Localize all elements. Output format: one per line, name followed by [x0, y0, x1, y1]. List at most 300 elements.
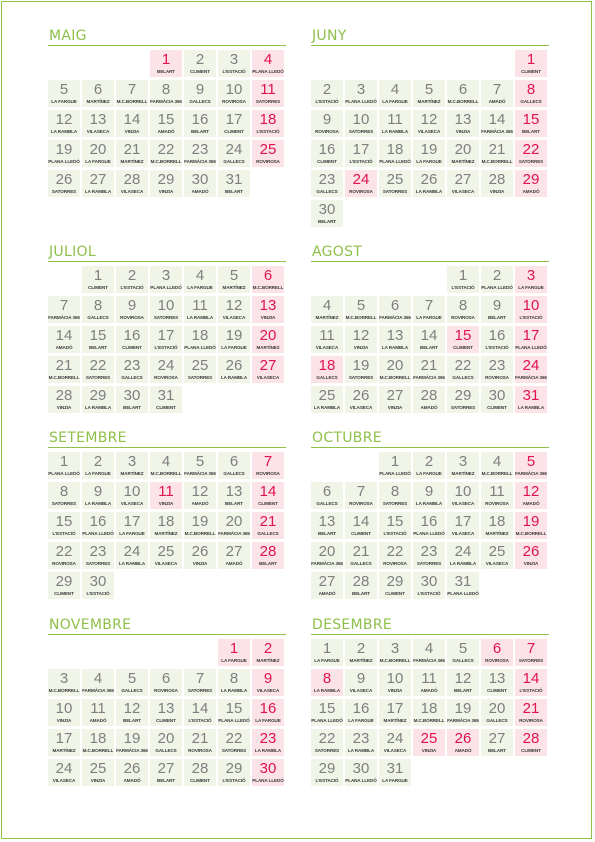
pharmacy-name: GALLECS — [452, 375, 474, 380]
holiday-day-cell — [515, 110, 547, 137]
day-number: 2 — [424, 453, 434, 470]
month-block — [311, 27, 549, 224]
day-number: 17 — [522, 327, 540, 344]
month-block — [311, 243, 549, 440]
pharmacy-name: GALLECS — [121, 688, 143, 693]
day-number: 14 — [420, 327, 438, 344]
month-block — [48, 27, 286, 224]
holiday-day-cell — [515, 542, 547, 569]
pharmacy-name: CLIMENT — [190, 778, 210, 783]
day-number: 10 — [352, 111, 370, 128]
day-cell — [413, 452, 445, 479]
day-cell — [82, 326, 114, 353]
day-cell — [379, 669, 411, 696]
day-number: 22 — [318, 730, 336, 747]
day-number: 27 — [259, 357, 277, 374]
day-number: 10 — [123, 483, 141, 500]
pharmacy-name: MARTÍNEZ — [222, 285, 246, 290]
pharmacy-name: GALLECS — [87, 315, 109, 320]
day-cell — [150, 669, 182, 696]
pharmacy-name: BELART — [156, 778, 176, 783]
day-number: 15 — [386, 513, 404, 530]
day-number: 25 — [488, 543, 506, 560]
day-cell — [184, 669, 216, 696]
month-grid — [311, 266, 549, 440]
pharmacy-name: LA RAMBLA — [415, 501, 443, 506]
day-number: 8 — [322, 670, 332, 687]
day-number: 21 — [488, 141, 506, 158]
pharmacy-name: AMADÓ — [420, 688, 438, 693]
month-title: AGOST — [311, 243, 549, 262]
pharmacy-name: LA RAMBLA — [449, 561, 477, 566]
day-cell — [379, 386, 411, 413]
pharmacy-name: CLIMENT — [156, 405, 176, 410]
day-number: 18 — [89, 730, 107, 747]
holiday-day-cell — [515, 699, 547, 726]
pharmacy-name: BELART — [122, 718, 142, 723]
day-cell — [345, 110, 377, 137]
pharmacy-name: BELART — [317, 219, 337, 224]
day-number: 19 — [352, 357, 370, 374]
pharmacy-name: LA RAMBLA — [347, 748, 375, 753]
day-number: 3 — [127, 453, 137, 470]
pharmacy-name: BELART — [487, 315, 507, 320]
pharmacy-name: LA FARGUE — [221, 345, 247, 350]
day-cell — [48, 759, 80, 786]
day-number: 17 — [386, 700, 404, 717]
pharmacy-name: CLIMENT — [190, 69, 210, 74]
pharmacy-name: AMADÓ — [420, 405, 438, 410]
pharmacy-name: ROVIROSA — [154, 688, 178, 693]
pharmacy-name: VINZIA — [158, 189, 174, 194]
day-number: 27 — [386, 387, 404, 404]
day-cell — [218, 452, 250, 479]
pharmacy-name: ROVIROSA — [485, 501, 509, 506]
day-number: 18 — [386, 141, 404, 158]
day-cell — [184, 296, 216, 323]
pharmacy-name: BELART — [156, 69, 176, 74]
day-number: 9 — [263, 670, 273, 687]
pharmacy-name: L'ESTACIÓ — [485, 345, 509, 350]
pharmacy-name: M.C.BORRELL — [481, 159, 513, 164]
pharmacy-name: ROVIROSA — [256, 159, 280, 164]
pharmacy-name: SATORRES — [450, 405, 476, 410]
pharmacy-name: CLIMENT — [385, 591, 405, 596]
day-cell — [311, 542, 343, 569]
day-cell — [116, 386, 148, 413]
pharmacy-name: VILASECA — [222, 315, 246, 320]
pharmacy-name: LA RAMBLA — [254, 748, 282, 753]
day-number: 25 — [420, 730, 438, 747]
pharmacy-name: PLANA LLEDÓ — [379, 159, 411, 164]
pharmacy-name: PLANA LLEDÓ — [252, 778, 284, 783]
pharmacy-name: SATORRES — [382, 501, 408, 506]
day-number: 5 — [424, 81, 434, 98]
day-cell — [379, 699, 411, 726]
day-cell — [82, 669, 114, 696]
month-title: NOVEMBRE — [48, 616, 286, 635]
pharmacy-name: FARMÀCIA 365 — [413, 658, 445, 663]
pharmacy-name: BELART — [453, 688, 473, 693]
day-cell — [116, 452, 148, 479]
holiday-day-cell — [252, 639, 284, 666]
day-cell — [413, 296, 445, 323]
day-number: 12 — [522, 483, 540, 500]
month-title: SETEMBRE — [48, 429, 286, 448]
pharmacy-name: GALLECS — [350, 561, 372, 566]
day-cell — [116, 669, 148, 696]
day-number: 19 — [191, 513, 209, 530]
pharmacy-name: VINZIA — [260, 315, 276, 320]
pharmacy-name: CLIMENT — [156, 718, 176, 723]
pharmacy-name: LA RAMBLA — [381, 129, 409, 134]
day-number: 29 — [157, 171, 175, 188]
day-number: 19 — [522, 513, 540, 530]
day-cell — [379, 110, 411, 137]
pharmacy-name: LA RAMBLA — [313, 405, 341, 410]
day-number: 27 — [225, 543, 243, 560]
day-number: 21 — [55, 357, 73, 374]
pharmacy-name: L'ESTACIÓ — [86, 591, 110, 596]
day-number: 12 — [454, 670, 472, 687]
day-cell — [481, 80, 513, 107]
day-number: 20 — [488, 700, 506, 717]
day-cell — [311, 729, 343, 756]
pharmacy-name: CLIMENT — [317, 159, 337, 164]
day-cell — [150, 80, 182, 107]
day-cell — [184, 266, 216, 293]
pharmacy-name: LA RAMBLA — [84, 405, 112, 410]
day-number: 27 — [488, 730, 506, 747]
day-cell — [48, 699, 80, 726]
day-cell — [311, 200, 343, 227]
pharmacy-name: MARTÍNEZ — [485, 531, 509, 536]
day-cell — [48, 140, 80, 167]
pharmacy-name: GALLECS — [257, 531, 279, 536]
pharmacy-name: PLANA LLEDÓ — [150, 285, 182, 290]
pharmacy-name: CLIMENT — [224, 129, 244, 134]
day-cell — [48, 482, 80, 509]
pharmacy-name: AMADÓ — [191, 501, 209, 506]
day-number: 12 — [55, 111, 73, 128]
day-cell — [311, 140, 343, 167]
day-number: 17 — [225, 111, 243, 128]
day-cell — [345, 759, 377, 786]
day-number: 11 — [319, 327, 335, 344]
day-cell — [218, 110, 250, 137]
holiday-day-cell — [413, 729, 445, 756]
day-cell — [184, 356, 216, 383]
pharmacy-name: BELART — [88, 345, 108, 350]
pharmacy-name: LA FARGUE — [255, 718, 281, 723]
day-number: 9 — [195, 81, 205, 98]
day-cell — [413, 170, 445, 197]
day-cell — [345, 572, 377, 599]
day-cell — [48, 110, 80, 137]
pharmacy-name: GALLECS — [223, 159, 245, 164]
day-cell — [218, 80, 250, 107]
day-cell — [345, 669, 377, 696]
day-cell — [150, 296, 182, 323]
day-cell — [116, 170, 148, 197]
day-cell — [481, 266, 513, 293]
pharmacy-name: M.C.BORRELL — [48, 375, 80, 380]
day-cell — [413, 80, 445, 107]
pharmacy-name: AMADÓ — [522, 501, 540, 506]
day-number: 29 — [89, 387, 107, 404]
pharmacy-name: BELART — [521, 129, 541, 134]
pharmacy-name: GALLECS — [155, 748, 177, 753]
pharmacy-name: M.C.BORRELL — [481, 471, 513, 476]
holiday-day-cell — [515, 50, 547, 77]
day-number: 2 — [195, 51, 205, 68]
pharmacy-name: VILASECA — [451, 531, 475, 536]
day-cell — [184, 512, 216, 539]
pharmacy-name: ROVIROSA — [188, 748, 212, 753]
day-cell — [218, 50, 250, 77]
day-number: 24 — [352, 171, 370, 188]
day-number: 10 — [454, 483, 472, 500]
day-cell — [82, 452, 114, 479]
day-number: 3 — [458, 453, 468, 470]
pharmacy-name: LA FARGUE — [314, 658, 340, 663]
pharmacy-name: MARTÍNEZ — [315, 315, 339, 320]
day-cell — [345, 729, 377, 756]
pharmacy-name: ROVIROSA — [222, 99, 246, 104]
pharmacy-name: GALLECS — [316, 375, 338, 380]
day-cell — [218, 266, 250, 293]
day-cell — [82, 699, 114, 726]
pharmacy-name: MARTÍNEZ — [417, 99, 441, 104]
pharmacy-name: BELART — [190, 129, 210, 134]
day-cell — [48, 542, 80, 569]
pharmacy-name: SATORRES — [416, 561, 442, 566]
day-cell — [345, 482, 377, 509]
day-cell — [150, 512, 182, 539]
day-cell — [345, 699, 377, 726]
pharmacy-name: PLANA LLEDÓ — [184, 345, 216, 350]
day-number: 29 — [386, 573, 404, 590]
day-number: 20 — [89, 141, 107, 158]
day-cell — [481, 386, 513, 413]
day-cell — [379, 80, 411, 107]
holiday-day-cell — [252, 669, 284, 696]
pharmacy-name: PLANA LLEDÓ — [379, 471, 411, 476]
pharmacy-name: CLIMENT — [521, 748, 541, 753]
pharmacy-name: AMADÓ — [225, 561, 243, 566]
day-cell — [48, 512, 80, 539]
day-number: 8 — [161, 81, 171, 98]
day-cell — [447, 356, 479, 383]
day-number: 6 — [322, 483, 332, 500]
day-number: 25 — [386, 171, 404, 188]
pharmacy-name: M.C.BORRELL — [379, 658, 411, 663]
pharmacy-name: LA FARGUE — [221, 658, 247, 663]
day-number: 20 — [225, 513, 243, 530]
day-cell — [150, 140, 182, 167]
holiday-day-cell — [252, 110, 284, 137]
day-number: 5 — [127, 670, 137, 687]
pharmacy-name: LA RAMBLA — [118, 561, 146, 566]
day-cell — [379, 140, 411, 167]
day-number: 14 — [55, 327, 73, 344]
pharmacy-name: GALLECS — [486, 718, 508, 723]
day-number: 11 — [192, 297, 208, 314]
pharmacy-name: GALLECS — [520, 99, 542, 104]
day-number: 30 — [191, 171, 209, 188]
holiday-day-cell — [311, 356, 343, 383]
day-number: 9 — [93, 483, 103, 500]
pharmacy-name: VILASECA — [86, 129, 110, 134]
pharmacy-name: VILASECA — [315, 345, 339, 350]
day-cell — [379, 296, 411, 323]
day-number: 4 — [93, 670, 103, 687]
day-cell — [379, 482, 411, 509]
month-block — [311, 616, 549, 813]
day-cell — [150, 326, 182, 353]
pharmacy-name: M.C.BORRELL — [345, 315, 377, 320]
day-number: 4 — [322, 297, 332, 314]
day-number: 2 — [127, 267, 137, 284]
day-number: 16 — [488, 327, 506, 344]
day-number: 19 — [454, 700, 472, 717]
day-cell — [82, 386, 114, 413]
day-cell — [150, 110, 182, 137]
day-number: 10 — [522, 297, 540, 314]
day-number: 28 — [488, 171, 506, 188]
pharmacy-name: ROVIROSA — [52, 561, 76, 566]
day-number: 30 — [123, 387, 141, 404]
day-cell — [379, 759, 411, 786]
holiday-day-cell — [345, 170, 377, 197]
day-cell — [379, 639, 411, 666]
pharmacy-name: LA FARGUE — [382, 99, 408, 104]
pharmacy-name: AMADÓ — [157, 129, 175, 134]
pharmacy-name: M.C.BORRELL — [252, 285, 284, 290]
holiday-day-cell — [515, 170, 547, 197]
holiday-day-cell — [515, 729, 547, 756]
pharmacy-name: VILASECA — [349, 405, 373, 410]
day-number: 29 — [55, 573, 73, 590]
day-number: 26 — [454, 730, 472, 747]
pharmacy-name: VINZIA — [56, 405, 72, 410]
pharmacy-name: VILASECA — [349, 688, 373, 693]
day-cell — [447, 170, 479, 197]
day-number: 13 — [89, 111, 107, 128]
day-cell — [82, 170, 114, 197]
day-cell — [116, 699, 148, 726]
day-number: 30 — [259, 760, 277, 777]
day-cell — [116, 356, 148, 383]
pharmacy-name: LA RAMBLA — [220, 688, 248, 693]
day-number: 19 — [420, 141, 438, 158]
pharmacy-name: M.C.BORRELL — [116, 99, 148, 104]
pharmacy-name: ROVIROSA — [485, 658, 509, 663]
day-cell — [218, 326, 250, 353]
pharmacy-name: GALLECS — [223, 471, 245, 476]
holiday-day-cell — [252, 452, 284, 479]
holiday-day-cell — [252, 729, 284, 756]
pharmacy-name: MARTÍNEZ — [256, 345, 280, 350]
day-cell — [311, 110, 343, 137]
pharmacy-name: SATORRES — [314, 748, 340, 753]
day-cell — [116, 80, 148, 107]
pharmacy-name: FARMÀCIA 365 — [413, 375, 445, 380]
pharmacy-name: VINZIA — [124, 129, 140, 134]
day-cell — [184, 482, 216, 509]
pharmacy-name: SATORRES — [221, 748, 247, 753]
month-grid — [311, 452, 549, 626]
day-cell — [481, 669, 513, 696]
pharmacy-name: BELART — [351, 591, 371, 596]
pharmacy-name: PLANA LLEDÓ — [345, 99, 377, 104]
day-number: 19 — [123, 730, 141, 747]
day-number: 25 — [157, 543, 175, 560]
day-number: 11 — [489, 483, 505, 500]
pharmacy-name: M.C.BORRELL — [150, 159, 182, 164]
day-cell — [218, 542, 250, 569]
day-number: 24 — [55, 760, 73, 777]
day-number: 20 — [318, 543, 336, 560]
day-number: 8 — [93, 297, 103, 314]
pharmacy-name: ROVIROSA — [120, 315, 144, 320]
day-number: 14 — [522, 670, 540, 687]
day-number: 26 — [123, 760, 141, 777]
day-cell — [48, 170, 80, 197]
day-cell — [311, 80, 343, 107]
pharmacy-name: LA FARGUE — [348, 718, 374, 723]
day-cell — [82, 356, 114, 383]
holiday-day-cell — [252, 482, 284, 509]
pharmacy-name: FARMÀCIA 365 — [481, 129, 513, 134]
day-number: 21 — [352, 543, 370, 560]
month-grid — [48, 50, 286, 224]
pharmacy-name: SATORRES — [85, 561, 111, 566]
day-cell — [345, 639, 377, 666]
day-number: 16 — [259, 700, 277, 717]
day-number: 22 — [157, 141, 175, 158]
pharmacy-name: CLIMENT — [88, 285, 108, 290]
day-cell — [413, 482, 445, 509]
day-number: 20 — [454, 141, 472, 158]
day-cell — [82, 482, 114, 509]
day-number: 23 — [259, 730, 277, 747]
day-cell — [116, 759, 148, 786]
day-number: 28 — [522, 730, 540, 747]
pharmacy-name: MARTÍNEZ — [256, 658, 280, 663]
day-cell — [184, 452, 216, 479]
day-cell — [218, 170, 250, 197]
day-cell — [447, 296, 479, 323]
pharmacy-name: BELART — [224, 189, 244, 194]
day-number: 24 — [386, 730, 404, 747]
day-number: 10 — [157, 297, 175, 314]
day-number: 23 — [123, 357, 141, 374]
pharmacy-name: GALLECS — [316, 501, 338, 506]
day-cell — [48, 669, 80, 696]
day-number: 24 — [454, 543, 472, 560]
day-cell — [48, 80, 80, 107]
holiday-day-cell — [515, 452, 547, 479]
day-cell — [311, 326, 343, 353]
day-number: 4 — [263, 51, 273, 68]
day-number: 2 — [263, 640, 273, 657]
month-block — [48, 616, 286, 813]
pharmacy-name: VINZIA — [56, 718, 72, 723]
day-cell — [150, 542, 182, 569]
pharmacy-name: VILASECA — [120, 189, 144, 194]
day-cell — [413, 512, 445, 539]
